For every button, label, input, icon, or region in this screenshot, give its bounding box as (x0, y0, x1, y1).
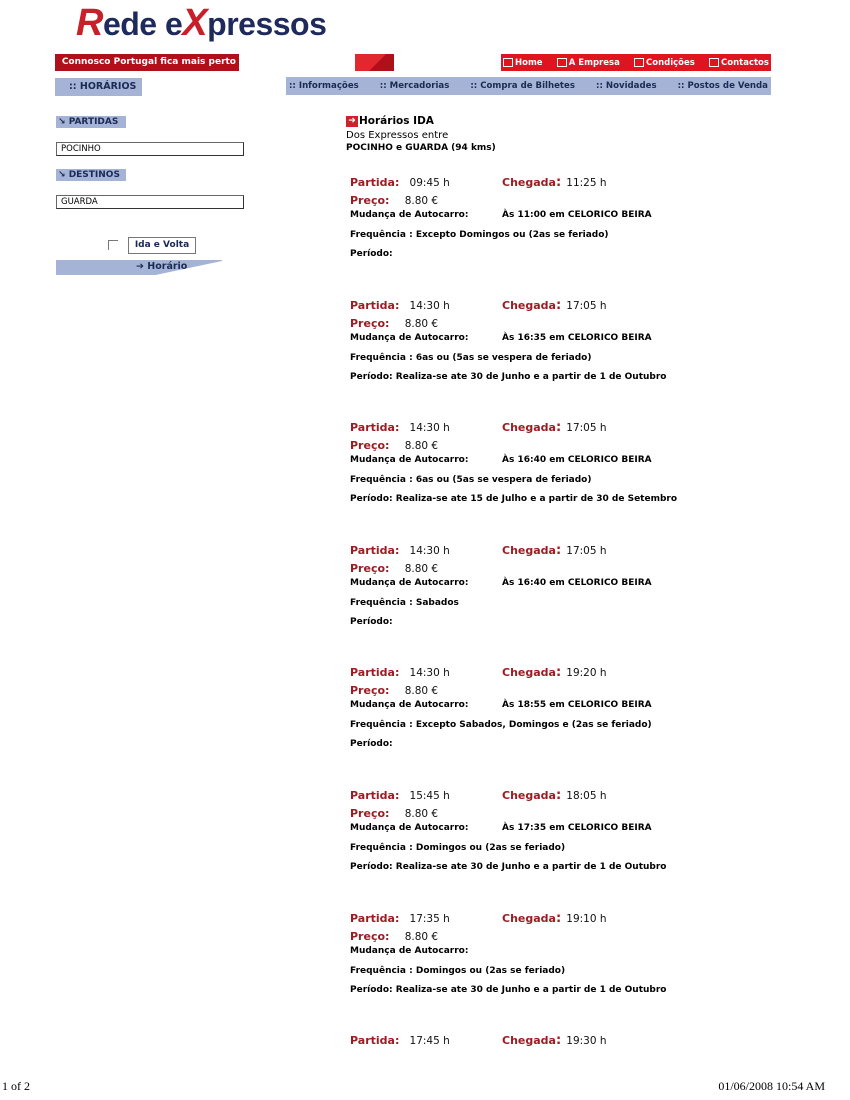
mudanca-value: Às 16:40 em CELORICO BEIRA (502, 455, 652, 465)
preco-row (350, 189, 438, 208)
nav-empresa[interactable] (557, 58, 620, 68)
chegada-label: Chegada (502, 1034, 556, 1047)
horario-button[interactable] (56, 260, 222, 275)
periodo-value: Realiza-se ate 30 de Junho e a partir de 1 de Outubro (395, 862, 667, 872)
chegada-time: 17:05 h (566, 300, 607, 312)
periodo-label: Período: (350, 617, 393, 627)
periodo-row (350, 494, 677, 504)
preco-label: Preço: (350, 930, 390, 943)
chegada-colon: : (555, 788, 562, 803)
periodo-label: Período: (350, 862, 393, 872)
section-title: :: HORÁRIOS (55, 78, 142, 96)
chegada-row (502, 1029, 607, 1048)
sub-nav (286, 77, 771, 95)
frequencia-row (350, 353, 591, 363)
mudanca-label: Mudança de Autocarro: (350, 700, 469, 710)
partida-row (350, 171, 450, 190)
frequencia-row (350, 720, 652, 730)
print-datetime: 01/06/2008 10:54 AM (718, 1079, 825, 1093)
mudanca-label: Mudança de Autocarro: (350, 455, 469, 465)
nav-empresa-label: A Empresa (568, 57, 620, 68)
chegada-row (502, 907, 607, 926)
periodo-row (350, 372, 666, 382)
partida-row (350, 416, 450, 435)
chegada-colon: : (555, 1033, 562, 1048)
preco-row (350, 557, 438, 576)
preco-value: 8.80 € (404, 808, 439, 820)
preco-value: 8.80 € (404, 685, 439, 697)
top-nav (501, 54, 771, 71)
logo-text-2: pressos (207, 6, 327, 42)
ida-volta-label[interactable]: Ida e Volta (128, 237, 196, 254)
chegada-colon: : (555, 420, 562, 435)
periodo-label: Período: (350, 739, 393, 749)
frequencia-label: Frequência : (350, 475, 413, 485)
frequencia-value: Excepto Domingos ou (2as se feriado) (415, 230, 609, 240)
preco-label: Preço: (350, 684, 390, 697)
chegada-time: 19:20 h (566, 667, 607, 679)
logo-r: R (76, 2, 103, 44)
subnav-mercadorias[interactable]: :: Mercadorias (379, 81, 450, 91)
mudanca-label: Mudança de Autocarro: (350, 578, 469, 588)
preco-row (350, 312, 438, 331)
frequencia-value: Excepto Sabados, Domingos e (2as se feriado) (415, 720, 652, 730)
preco-value: 8.80 € (404, 318, 439, 330)
partida-label: Partida: (350, 912, 400, 925)
frequencia-row (350, 230, 609, 240)
partida-time: 14:30 h (409, 300, 450, 312)
periodo-row (350, 249, 393, 259)
nav-contactos-label: Contactos (721, 57, 769, 68)
partida-label: Partida: (350, 421, 400, 434)
subnav-compra-bilhetes[interactable]: :: Compra de Bilhetes (470, 81, 575, 91)
chegada-label: Chegada (502, 176, 556, 189)
chegada-colon: : (555, 543, 562, 558)
preco-label: Preço: (350, 439, 390, 452)
nav-home-label: Home (515, 57, 543, 68)
mudanca-label: Mudança de Autocarro: (350, 333, 469, 343)
nav-condicoes[interactable] (634, 58, 695, 68)
partida-label: Partida: (350, 544, 400, 557)
partida-row (350, 784, 450, 803)
partida-time: 09:45 h (409, 177, 450, 189)
partida-row (350, 1029, 450, 1048)
chegada-colon: : (555, 298, 562, 313)
frequencia-row (350, 966, 565, 976)
frequencia-row (350, 475, 591, 485)
frequencia-label: Frequência : (350, 843, 413, 853)
preco-value: 8.80 € (404, 931, 439, 943)
partida-time: 15:45 h (409, 790, 450, 802)
periodo-value: Realiza-se ate 30 de Junho e a partir de 1 de Outubro (395, 372, 667, 382)
subnav-postos-venda[interactable]: :: Postos de Venda (677, 81, 768, 91)
chegada-row (502, 294, 607, 313)
chegada-colon: : (555, 911, 562, 926)
periodo-label: Período: (350, 494, 393, 504)
frequencia-row (350, 843, 565, 853)
page-number: 1 of 2 (2, 1079, 30, 1093)
nav-home[interactable] (503, 58, 543, 68)
mudanca-value: Às 16:40 em CELORICO BEIRA (502, 578, 652, 588)
arrow-right-icon: ➜ (346, 116, 358, 127)
logo[interactable] (76, 0, 326, 46)
content-route: POCINHO e GUARDA (94 kms) (346, 143, 496, 153)
chegada-time: 19:30 h (566, 1035, 607, 1047)
ida-volta-checkbox[interactable] (108, 240, 118, 250)
preco-label: Preço: (350, 194, 390, 207)
partidas-label-text: PARTIDAS (68, 117, 119, 127)
partida-time: 17:45 h (409, 1035, 450, 1047)
periodo-row (350, 739, 393, 749)
partida-label: Partida: (350, 666, 400, 679)
chegada-time: 11:25 h (566, 177, 607, 189)
preco-label: Preço: (350, 562, 390, 575)
frequencia-label: Frequência : (350, 353, 413, 363)
chegada-time: 17:05 h (566, 422, 607, 434)
frequencia-label: Frequência : (350, 598, 413, 608)
mudanca-value: Às 17:35 em CELORICO BEIRA (502, 823, 652, 833)
chegada-colon: : (555, 665, 562, 680)
partida-row (350, 539, 450, 558)
preco-label: Preço: (350, 807, 390, 820)
chegada-label: Chegada (502, 666, 556, 679)
chegada-label: Chegada (502, 299, 556, 312)
arrow-down-right-icon: ↘ (58, 117, 66, 127)
partida-label: Partida: (350, 1034, 400, 1047)
mudanca-value: Às 16:35 em CELORICO BEIRA (502, 333, 652, 343)
periodo-label: Período: (350, 372, 393, 382)
partida-row (350, 294, 450, 313)
preco-row (350, 679, 438, 698)
destinos-label-text: DESTINOS (68, 170, 120, 180)
partidas-select[interactable]: POCINHO (56, 142, 244, 156)
document-icon (634, 58, 644, 67)
chegada-time: 19:10 h (566, 913, 607, 925)
mudanca-value: Às 18:55 em CELORICO BEIRA (502, 700, 652, 710)
nav-contactos[interactable] (709, 58, 769, 68)
chegada-row (502, 416, 607, 435)
preco-value: 8.80 € (404, 563, 439, 575)
preco-row (350, 925, 438, 944)
partida-time: 14:30 h (409, 422, 450, 434)
frequencia-value: Sabados (415, 598, 459, 608)
frequencia-label: Frequência : (350, 966, 413, 976)
preco-value: 8.80 € (404, 440, 439, 452)
chegada-row (502, 539, 607, 558)
nav-condicoes-label: Condições (646, 57, 695, 68)
decorative-red-block (355, 54, 394, 71)
preco-value: 8.80 € (404, 195, 439, 207)
periodo-row (350, 862, 666, 872)
partida-label: Partida: (350, 176, 400, 189)
envelope-icon (709, 58, 719, 67)
chegada-colon: : (555, 175, 562, 190)
periodo-label: Período: (350, 249, 393, 259)
periodo-row (350, 985, 666, 995)
partida-time: 14:30 h (409, 667, 450, 679)
preco-row (350, 434, 438, 453)
chegada-row (502, 171, 607, 190)
mudanca-label: Mudança de Autocarro: (350, 946, 469, 956)
mudanca-value: Às 11:00 em CELORICO BEIRA (502, 210, 652, 220)
destinos-select[interactable]: GUARDA (56, 195, 244, 209)
chegada-label: Chegada (502, 544, 556, 557)
frequencia-label: Frequência : (350, 230, 413, 240)
periodo-row (350, 617, 393, 627)
chegada-time: 18:05 h (566, 790, 607, 802)
content-title (346, 115, 434, 127)
chegada-label: Chegada (502, 789, 556, 802)
content-subtitle: Dos Expressos entre (346, 130, 449, 141)
horario-button-label: Horário (147, 261, 188, 272)
subnav-novidades[interactable]: :: Novidades (596, 81, 657, 91)
periodo-label: Período: (350, 985, 393, 995)
bus-icon (557, 58, 567, 67)
partidas-label (56, 116, 126, 128)
frequencia-label: Frequência : (350, 720, 413, 730)
content-title-text: Horários IDA (359, 115, 434, 127)
arrow-right-icon: ➔ (136, 261, 144, 272)
partida-time: 14:30 h (409, 545, 450, 557)
slogan-bar: Connosco Portugal fica mais perto (55, 54, 239, 71)
preco-row (350, 802, 438, 821)
partida-row (350, 661, 450, 680)
chegada-label: Chegada (502, 421, 556, 434)
subnav-informacoes[interactable]: :: Informações (289, 81, 359, 91)
frequencia-value: Domingos ou (2as se feriado) (415, 843, 566, 853)
periodo-value: Realiza-se ate 15 de Julho e a partir de 30 de Setembro (395, 494, 678, 504)
partida-time: 17:35 h (409, 913, 450, 925)
chegada-row (502, 784, 607, 803)
arrow-down-right-icon: ↘ (58, 170, 66, 180)
destinos-label (56, 169, 126, 181)
logo-text-1: ede e (102, 6, 183, 42)
periodo-value: Realiza-se ate 30 de Junho e a partir de 1 de Outubro (395, 985, 667, 995)
mudanca-label: Mudança de Autocarro: (350, 823, 469, 833)
home-icon (503, 58, 513, 67)
chegada-row (502, 661, 607, 680)
frequencia-value: Domingos ou (2as se feriado) (415, 966, 566, 976)
partida-label: Partida: (350, 789, 400, 802)
frequencia-value: 6as ou (5as se vespera de feriado) (415, 353, 592, 363)
horario-button-text (136, 261, 187, 272)
frequencia-value: 6as ou (5as se vespera de feriado) (415, 475, 592, 485)
chegada-time: 17:05 h (566, 545, 607, 557)
partida-label: Partida: (350, 299, 400, 312)
chegada-label: Chegada (502, 912, 556, 925)
mudanca-label: Mudança de Autocarro: (350, 210, 469, 220)
preco-label: Preço: (350, 317, 390, 330)
partida-row (350, 907, 450, 926)
logo-x: X (182, 2, 208, 44)
frequencia-row (350, 598, 459, 608)
